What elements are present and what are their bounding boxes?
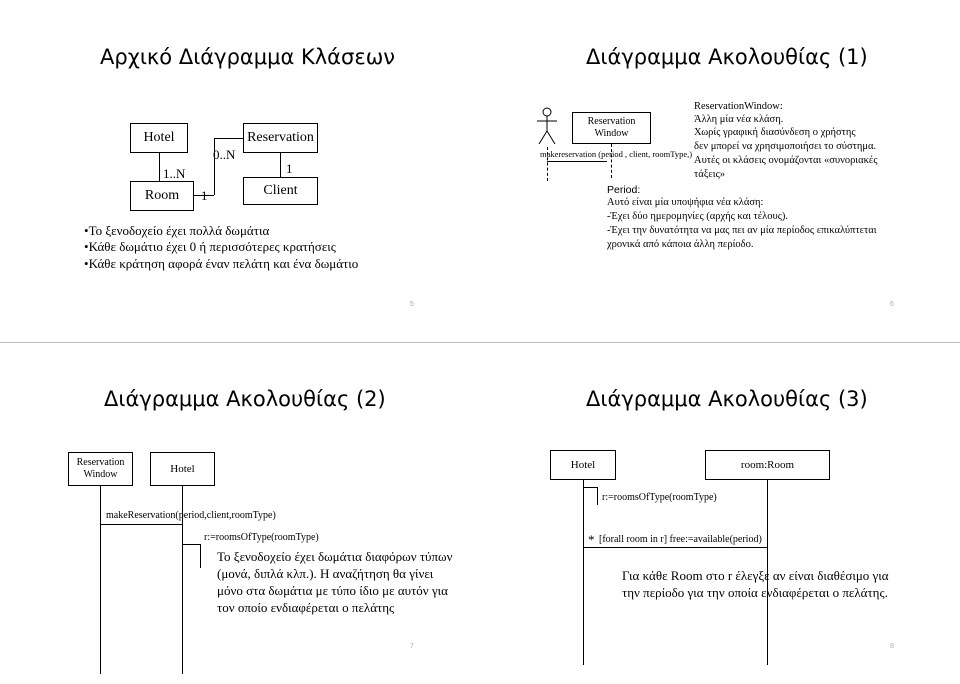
note-text: Αυτό είναι μία υποψήφια νέα κλάση: — [607, 197, 764, 208]
note-heading: Period: — [607, 184, 641, 196]
assoc-reservation-client — [280, 153, 281, 177]
bullet-item: •Κάθε δωμάτιο έχει 0 ή περισσότερες κρατήσεις — [84, 239, 336, 254]
object-hotel: Hotel — [550, 450, 616, 480]
note-text: -Έχει την δυνατότητα να μας πει αν μία περίοδος επικαλύπτεται — [607, 225, 877, 236]
message-label: makereservation (period , client, roomType,) — [540, 149, 693, 159]
bullet-item: •Το ξενοδοχείο έχει πολλά δωμάτια — [84, 223, 270, 238]
note-text: χρονικά από κάποια άλλη περίοδο. — [607, 239, 754, 250]
page-number: 5 — [410, 301, 414, 308]
self-message — [182, 544, 200, 545]
slide-title: Διάγραμμα Ακολουθίας (1) — [586, 45, 868, 69]
self-message — [597, 487, 598, 505]
actor-icon — [535, 107, 559, 147]
class-reservation: Reservation — [243, 123, 318, 153]
class-room: Room — [130, 181, 194, 211]
object-room: room:Room — [705, 450, 830, 480]
note-text: Χωρίς γραφική διασύνδεση ο χρήστης — [694, 127, 856, 138]
class-client: Client — [243, 177, 318, 205]
slide-6 — [480, 0, 960, 342]
lifeline — [583, 480, 584, 665]
iteration-mark: * — [588, 532, 595, 547]
slide-title: Διάγραμμα Ακολουθίας (2) — [104, 387, 386, 411]
note-text: Το ξενοδοχείο έχει δωμάτια διαφόρων τύπων (μονά, διπλά κλπ.). Η αναζήτηση θα γίνει μόνο στα δωμάτια με τύπο ίδιο με αυτόν για τον οποίο ενδιαφέρεται ο πελάτης — [217, 549, 453, 615]
note-text: -Έχει δύο ημερομηνίες (αρχής και τέλους). — [607, 211, 788, 222]
slide-8 — [480, 342, 960, 684]
bullet-item: •Κάθε κράτηση αφορά έναν πελάτη και ένα δωμάτιο — [84, 256, 359, 271]
page-number: 7 — [410, 643, 414, 650]
message-arrow — [100, 524, 182, 525]
object-reservation-window: Reservation Window — [68, 452, 133, 486]
message-label: [forall room in r] free:=available(period) — [599, 534, 762, 545]
note-text: δεν μπορεί να χρησιμοποιήσει το σύστημα. — [694, 141, 877, 152]
message-label: r:=roomsOfType(roomType) — [602, 492, 717, 503]
assoc-room-reservation-h — [214, 138, 243, 139]
note-text: Για κάθε Room στο r έλεγξε αν είναι διαθέσιμο για την περίοδο για την οποία ενδιαφέρεται ο πελάτης. — [622, 568, 889, 600]
note-text: τάξεις» — [694, 169, 726, 180]
message-arrow — [547, 161, 607, 162]
lifeline — [100, 486, 101, 674]
self-message — [583, 487, 597, 488]
assoc-hotel-room — [159, 153, 160, 181]
slide-7 — [0, 342, 480, 684]
multiplicity-label: 1 — [201, 188, 208, 203]
page-number: 6 — [890, 301, 894, 308]
message-arrow — [583, 547, 767, 548]
object-reservation-window: Reservation Window — [572, 112, 651, 144]
object-hotel: Hotel — [150, 452, 215, 486]
multiplicity-label: 1..N — [163, 166, 186, 181]
self-message — [200, 544, 201, 568]
slide-5 — [0, 0, 480, 342]
note-heading: ReservationWindow: — [694, 101, 783, 112]
slide-title: Αρχικό Διάγραμμα Κλάσεων — [100, 45, 396, 69]
multiplicity-label: 1 — [286, 161, 293, 176]
page-number: 8 — [890, 643, 894, 650]
message-label: makeReservation(period,client,roomType) — [106, 510, 276, 521]
note-text: Αυτές οι κλάσεις ονομάζονται «συνοριακές — [694, 155, 878, 166]
multiplicity-label: 0..N — [213, 147, 236, 162]
slide-title: Διάγραμμα Ακολουθίας (3) — [586, 387, 868, 411]
class-hotel: Hotel — [130, 123, 188, 153]
message-label: r:=roomsOfType(roomType) — [204, 532, 319, 543]
note-text: Άλλη μία νέα κλάση. — [694, 114, 784, 125]
